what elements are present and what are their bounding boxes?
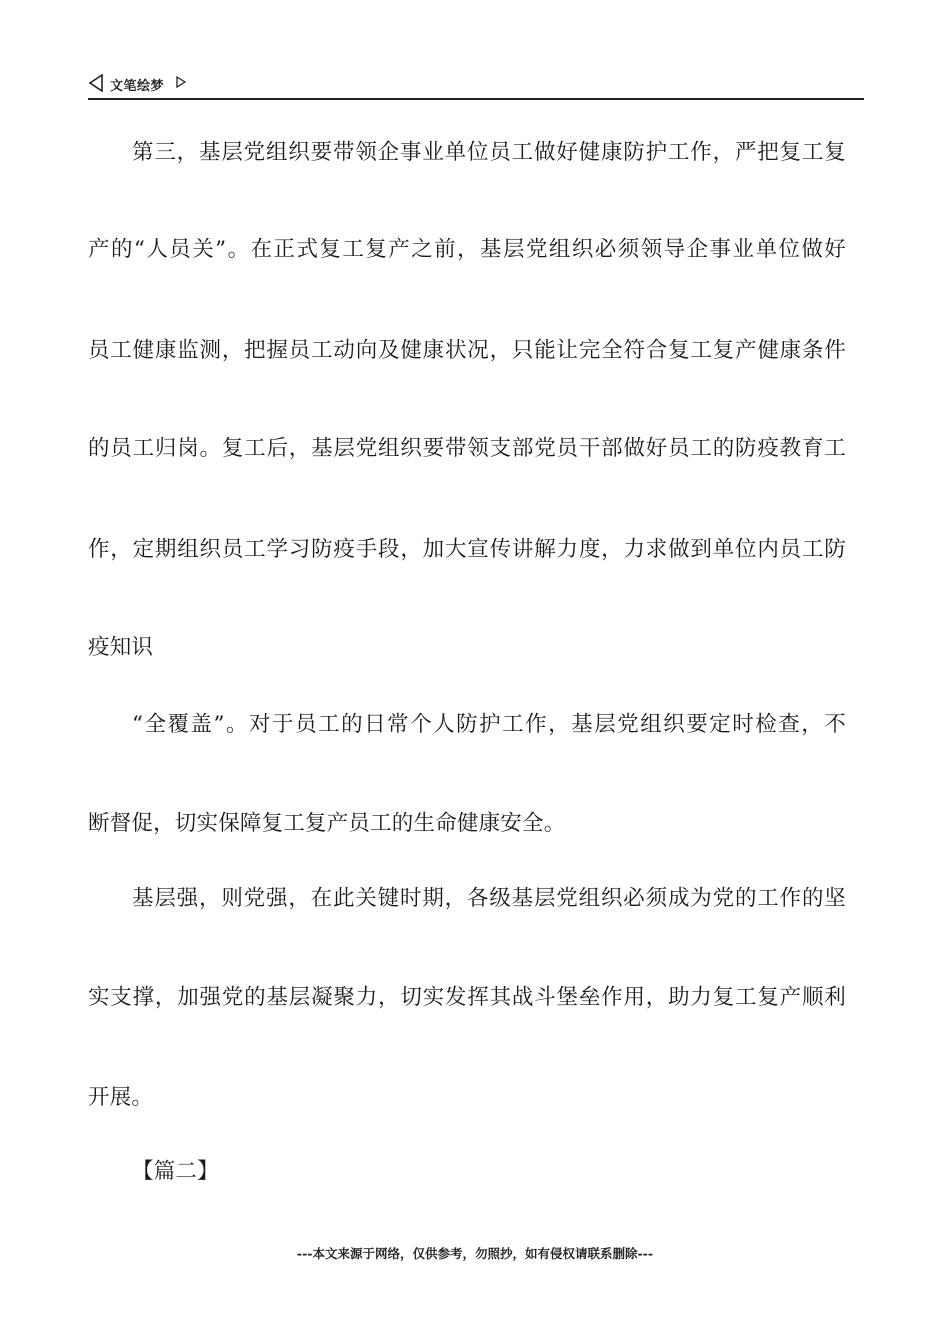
paragraph-line: 基层强，则党强，在此关键时期，各级基层党组织必须成为党的工作的坚 <box>132 886 846 911</box>
paragraph-line: 开展。 <box>88 1085 154 1110</box>
section-heading: 【篇二】 <box>132 1159 219 1184</box>
triangle-right-icon <box>176 76 186 88</box>
paragraph-line: 的员工归岗。复工后，基层党组织要带领支部党员干部做好员工的防疫教育工 <box>88 436 846 461</box>
header-title: 文笔绘梦 <box>110 79 165 94</box>
paragraph-line: 第三，基层党组织要带领企事业单位员工做好健康防护工作，严把复工复 <box>132 140 846 165</box>
paragraph-line: 断督促，切实保障复工复产员工的生命健康安全。 <box>88 811 566 836</box>
paragraph-line: 作，定期组织员工学习防疫手段，加大宣传讲解力度，力求做到单位内员工防 <box>88 537 846 562</box>
paragraph-line: 疫知识 <box>88 635 154 660</box>
paragraph-line: 员工健康监测，把握员工动向及健康状况，只能让完全符合复工复产健康条件 <box>88 338 846 363</box>
triangle-left-icon <box>88 74 104 92</box>
paragraph-line: 产的“人员关”。在正式复工复产之前，基层党组织必须领导企事业单位做好 <box>88 237 846 262</box>
paragraph-line: “全覆盖”。对于员工的日常个人防护工作，基层党组织要定时检查，不 <box>132 712 846 737</box>
paragraph-line: 实支撑，加强党的基层凝聚力，切实发挥其战斗堡垒作用，助力复工复产顺利 <box>88 985 846 1010</box>
page-header <box>88 72 864 100</box>
footer-notice: ---本文来源于网络，仅供参考，勿照抄，如有侵权请联系删除--- <box>296 1246 654 1261</box>
